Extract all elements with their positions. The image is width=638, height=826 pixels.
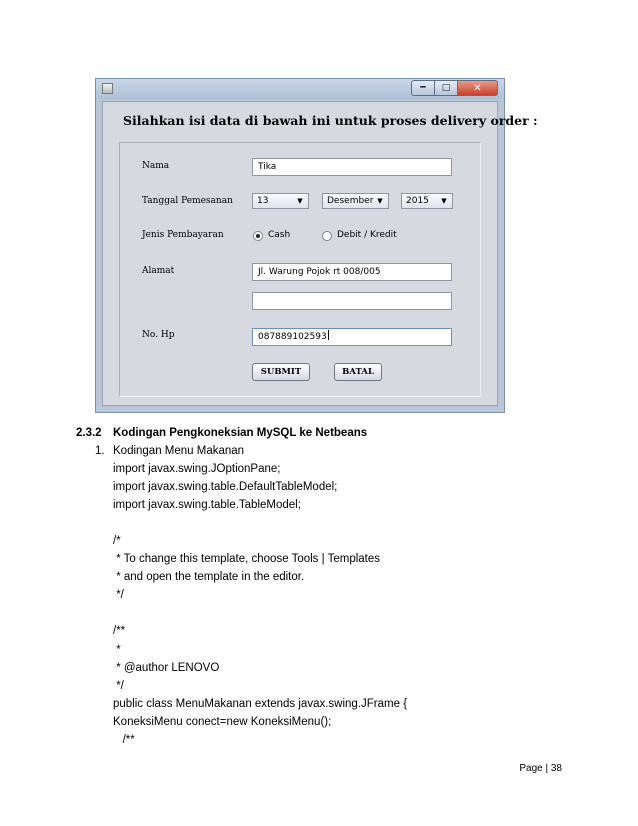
alamat-label: Alamat <box>142 266 175 276</box>
code-line: * and open the template in the editor. <box>113 571 305 584</box>
cash-radio[interactable] <box>253 231 263 241</box>
alamat-field-2[interactable] <box>252 292 452 310</box>
debit-label: Debit / Kredit <box>337 230 397 240</box>
cancel-button[interactable]: BATAL <box>334 363 382 381</box>
day-value: 13 <box>257 196 269 206</box>
month-select[interactable] <box>322 193 389 209</box>
year-select[interactable] <box>401 193 453 209</box>
window-controls <box>411 80 498 96</box>
window-content <box>102 101 538 406</box>
text-caret <box>328 330 329 340</box>
close-icon[interactable]: ✕ <box>458 80 498 96</box>
alamat-field-1[interactable]: Jl. Warung Pojok rt 008/005 <box>252 263 452 281</box>
hp-field[interactable] <box>252 328 452 346</box>
chevron-down-icon: ▼ <box>441 197 447 205</box>
code-line: import javax.swing.table.TableModel; <box>113 499 301 512</box>
chevron-down-icon: ▼ <box>377 197 383 205</box>
app-window <box>95 78 538 413</box>
form-panel <box>119 142 481 397</box>
section-number: 2.3.2 <box>76 427 102 439</box>
list-number: 1. <box>95 445 105 457</box>
form-title: Silahkan isi data di bawah ini untuk proses delivery order : <box>123 113 538 128</box>
code-line: public class MenuMakanan extends javax.swing.JFrame { <box>113 697 408 710</box>
maximize-icon[interactable]: □ <box>435 80 458 96</box>
hp-label: No. Hp <box>142 330 175 340</box>
code-line: /** <box>113 733 135 746</box>
jenis-label: Jenis Pembayaran <box>142 230 224 240</box>
window-titlebar <box>96 79 504 99</box>
code-line: */ <box>113 679 124 692</box>
nama-label: Nama <box>142 161 170 171</box>
cash-label: Cash <box>268 230 291 240</box>
month-value: Desember <box>327 196 374 206</box>
code-line: * @author LENOVO <box>113 661 220 674</box>
day-select[interactable] <box>252 193 309 209</box>
code-line: * To change this template, choose Tools | Templates <box>113 553 381 566</box>
code-line: */ <box>113 589 124 602</box>
code-line: import javax.swing.JOptionPane; <box>113 463 281 475</box>
year-value: 2015 <box>406 196 429 206</box>
list-title: Kodingan Menu Makanan <box>113 445 245 457</box>
code-line: KoneksiMenu conect=new KoneksiMenu(); <box>113 715 332 728</box>
debit-radio[interactable] <box>322 231 332 241</box>
minimize-icon[interactable]: ━ <box>411 80 435 96</box>
code-line: /** <box>113 625 126 638</box>
java-app-icon <box>102 83 113 94</box>
page-footer: Page | 38 <box>519 763 562 774</box>
tanggal-label: Tanggal Pemesanan <box>142 196 233 206</box>
section-title: Kodingan Pengkoneksian MySQL ke Netbeans <box>113 427 368 439</box>
hp-value: 087889102593 <box>258 332 327 342</box>
code-line: import javax.swing.table.DefaultTableModel; <box>113 481 338 494</box>
chevron-down-icon: ▼ <box>297 197 303 205</box>
code-line: * <box>113 643 121 656</box>
submit-button[interactable]: SUBMIT <box>252 363 310 381</box>
code-line: /* <box>113 535 121 548</box>
nama-field[interactable]: Tika <box>252 158 452 176</box>
